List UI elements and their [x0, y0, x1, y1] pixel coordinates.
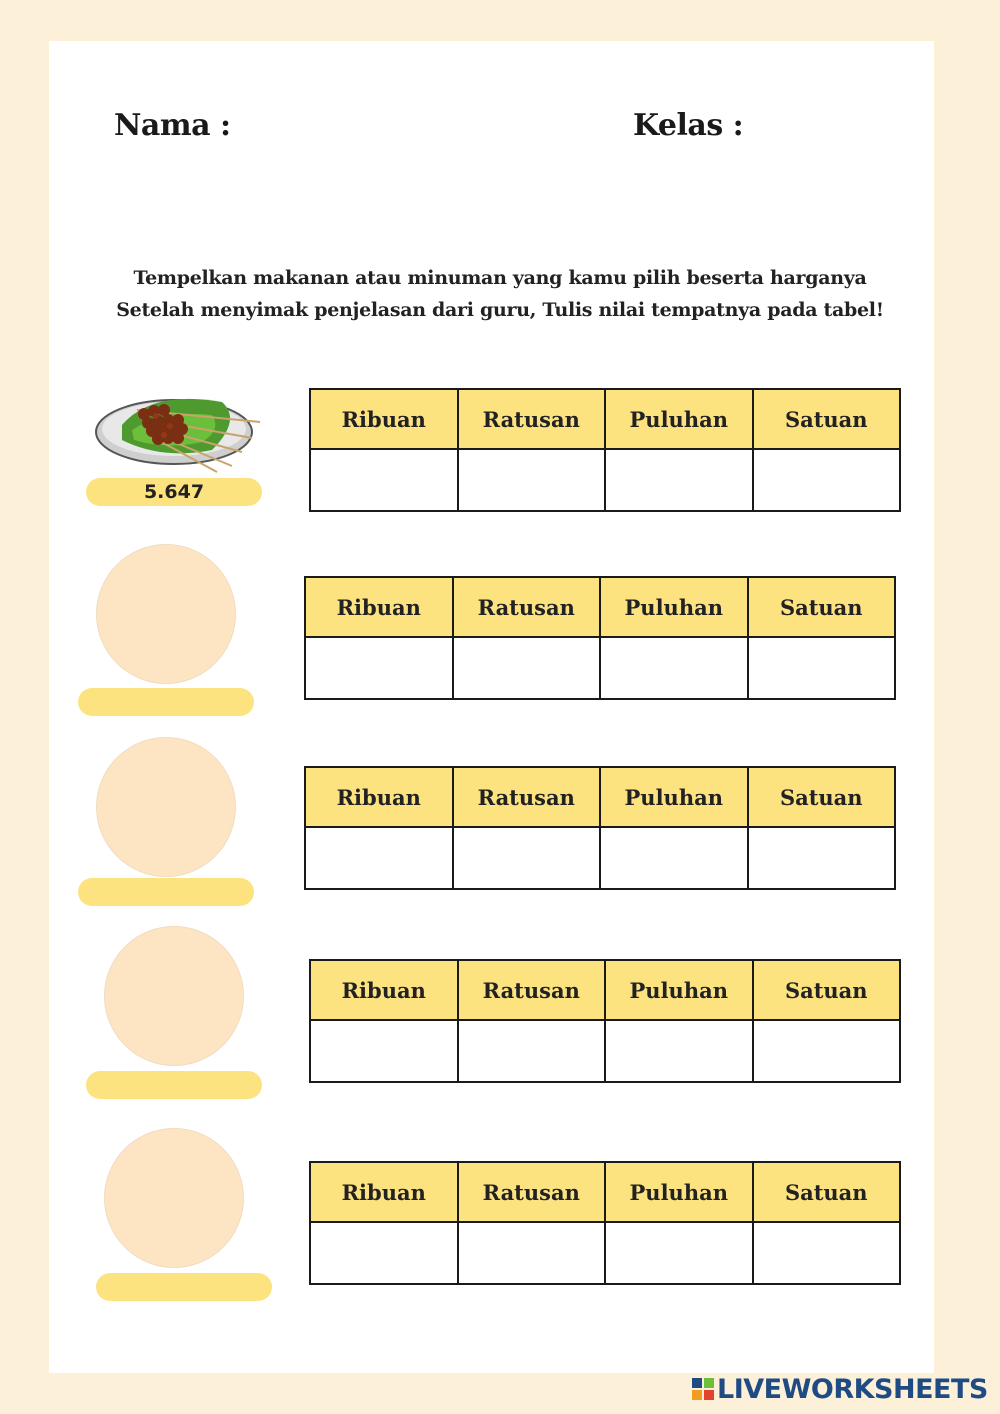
header-puluhan: Puluhan	[600, 577, 748, 637]
instruction-line-2: Setelah menyimak penjelasan dari guru, Tulis nilai tempatnya pada tabel!	[116, 299, 884, 321]
header-ratusan: Ratusan	[458, 960, 606, 1020]
header-ribuan: Ribuan	[310, 1162, 458, 1222]
price-placeholder-bar[interactable]	[78, 688, 254, 716]
answer-cell-puluhan[interactable]	[605, 449, 753, 511]
class-label: Kelas :	[633, 108, 744, 143]
header-ribuan: Ribuan	[310, 960, 458, 1020]
answer-cell-ratusan[interactable]	[458, 1222, 606, 1284]
header-ribuan: Ribuan	[305, 767, 453, 827]
answer-cell-ribuan[interactable]	[310, 1222, 458, 1284]
header-satuan: Satuan	[753, 960, 901, 1020]
image-placeholder-circle[interactable]	[104, 926, 244, 1066]
answer-cell-puluhan[interactable]	[605, 1222, 753, 1284]
header-ratusan: Ratusan	[453, 767, 601, 827]
header-satuan: Satuan	[748, 577, 896, 637]
price-placeholder-bar[interactable]	[96, 1273, 272, 1301]
place-value-table-2	[304, 576, 896, 700]
answer-cell-satuan[interactable]	[753, 1020, 901, 1082]
header-ribuan: Ribuan	[305, 577, 453, 637]
header-ribuan: Ribuan	[310, 389, 458, 449]
answer-cell-puluhan[interactable]	[605, 1020, 753, 1082]
answer-cell-satuan[interactable]	[753, 449, 901, 511]
place-value-table-4	[309, 959, 901, 1083]
header-puluhan: Puluhan	[605, 960, 753, 1020]
name-label: Nama :	[114, 108, 231, 143]
answer-cell-ratusan[interactable]	[458, 1020, 606, 1082]
answer-cell-ratusan[interactable]	[453, 827, 601, 889]
answer-cell-satuan[interactable]	[748, 827, 896, 889]
place-value-table-1	[309, 388, 901, 512]
header-satuan: Satuan	[753, 1162, 901, 1222]
answer-cell-ribuan[interactable]	[310, 449, 458, 511]
image-placeholder-circle[interactable]	[104, 1128, 244, 1268]
price-label: 5.647	[86, 478, 262, 506]
answer-cell-ribuan[interactable]	[305, 827, 453, 889]
header-puluhan: Puluhan	[600, 767, 748, 827]
answer-cell-ratusan[interactable]	[458, 449, 606, 511]
logo-text: LIVEWORKSHEETS	[717, 1373, 988, 1405]
place-value-table-5	[309, 1161, 901, 1285]
place-value-table-3	[304, 766, 896, 890]
header-puluhan: Puluhan	[605, 389, 753, 449]
answer-cell-ribuan[interactable]	[305, 637, 453, 699]
answer-cell-ratusan[interactable]	[453, 637, 601, 699]
image-placeholder-circle[interactable]	[96, 544, 236, 684]
header-ratusan: Ratusan	[458, 389, 606, 449]
answer-cell-satuan[interactable]	[753, 1222, 901, 1284]
liveworksheets-logo-icon	[692, 1378, 714, 1400]
answer-cell-puluhan[interactable]	[600, 637, 748, 699]
header-puluhan: Puluhan	[605, 1162, 753, 1222]
price-placeholder-bar[interactable]	[78, 878, 254, 906]
price-placeholder-bar[interactable]	[86, 1071, 262, 1099]
image-placeholder-circle[interactable]	[96, 737, 236, 877]
instruction-line-1: Tempelkan makanan atau minuman yang kamu pilih beserta harganya	[133, 267, 867, 289]
answer-cell-ribuan[interactable]	[310, 1020, 458, 1082]
header-ratusan: Ratusan	[453, 577, 601, 637]
header-satuan: Satuan	[748, 767, 896, 827]
liveworksheets-logo[interactable]	[692, 1374, 988, 1404]
satay-plate-image	[92, 380, 267, 475]
header-satuan: Satuan	[753, 389, 901, 449]
answer-cell-puluhan[interactable]	[600, 827, 748, 889]
answer-cell-satuan[interactable]	[748, 637, 896, 699]
header-ratusan: Ratusan	[458, 1162, 606, 1222]
